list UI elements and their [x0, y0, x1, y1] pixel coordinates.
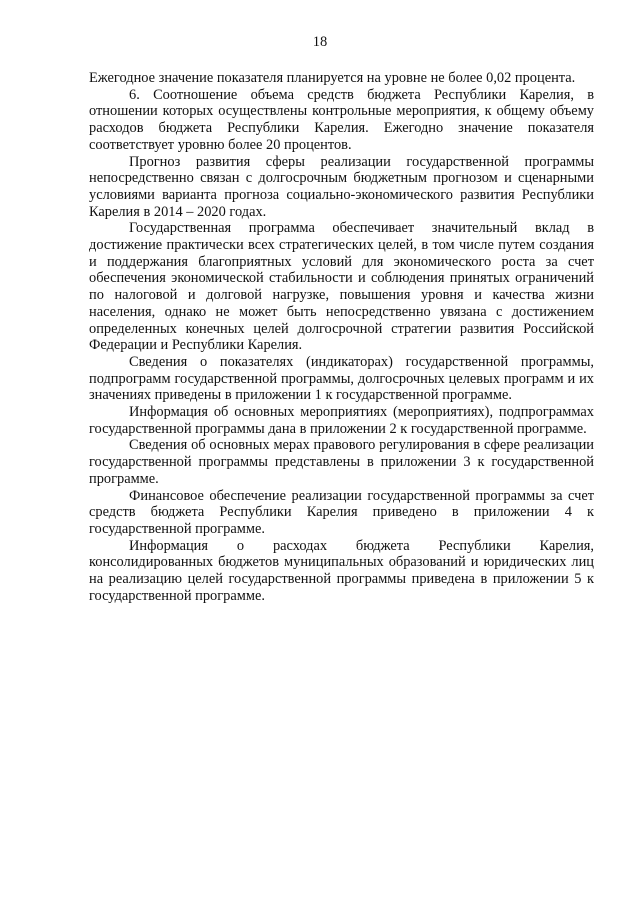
paragraph-financing-appendix-4: Финансовое обеспечение реализации государственной программы за счет средств бюджета Республики Карелия приведено в приложении 4 к государственной программе.: [89, 487, 594, 537]
paragraph-expenditures-appendix-5: Информация о расходах бюджета Республики Карелия, консолидированных бюджетов муниципальных образований и юридических лиц на реализацию целей государственной программы приведена в приложении 5 к государственной программе.: [89, 537, 594, 604]
document-body: [89, 70, 594, 605]
paragraph-indicators-appendix-1: Сведения о показателях (индикаторах) государственной программы, подпрограмм государственной программы, долгосрочных целевых программ и их значениях приведены в приложении 1 к государственной программе.: [89, 353, 594, 404]
paragraph-indicator-value: Ежегодное значение показателя планируется на уровне не более 0,02 процента.: [89, 70, 576, 86]
paragraph-program-contribution: Государственная программа обеспечивает значительный вклад в достижение практически всех стратегических целей, в том числе путем создания и поддержания благоприятных условий для экономического роста за счет обеспечения экономической стабильности и соблюдения принятых ограничений по налоговой и долговой нагрузке, повышения уровня и качества жизни населения, однако не может быть непосредственно увязана с достижением определенных конечных целей долгосрочной стратегии развития Российской Федерации и Республики Карелия.: [89, 220, 594, 354]
paragraph-budget-control-ratio: 6. Соотношение объема средств бюджета Республики Карелия, в отношении которых осуществлены контрольные мероприятия, к общему объему расходов бюджета Республики Карелия. Ежегодно значение показателя соответствует уровню более 20 процентов.: [89, 86, 594, 153]
paragraph-development-forecast: Прогноз развития сферы реализации государственной программы непосредственно связан с долгосрочным бюджетным прогнозом и сценарными условиями варианта прогноза социально-экономического развития Республики Карелия в 2014 – 2020 годах.: [89, 153, 594, 220]
page-number: 18: [312, 34, 328, 50]
paragraph-regulation-appendix-3: Сведения об основных мерах правового регулирования в сфере реализации государственной программы представлены в приложении 3 к государственной программе.: [89, 437, 594, 487]
paragraph-activities-appendix-2: Информация об основных мероприятиях (мероприятиях), подпрограммах государственной программы дана в приложении 2 к государственной программе.: [89, 404, 594, 437]
